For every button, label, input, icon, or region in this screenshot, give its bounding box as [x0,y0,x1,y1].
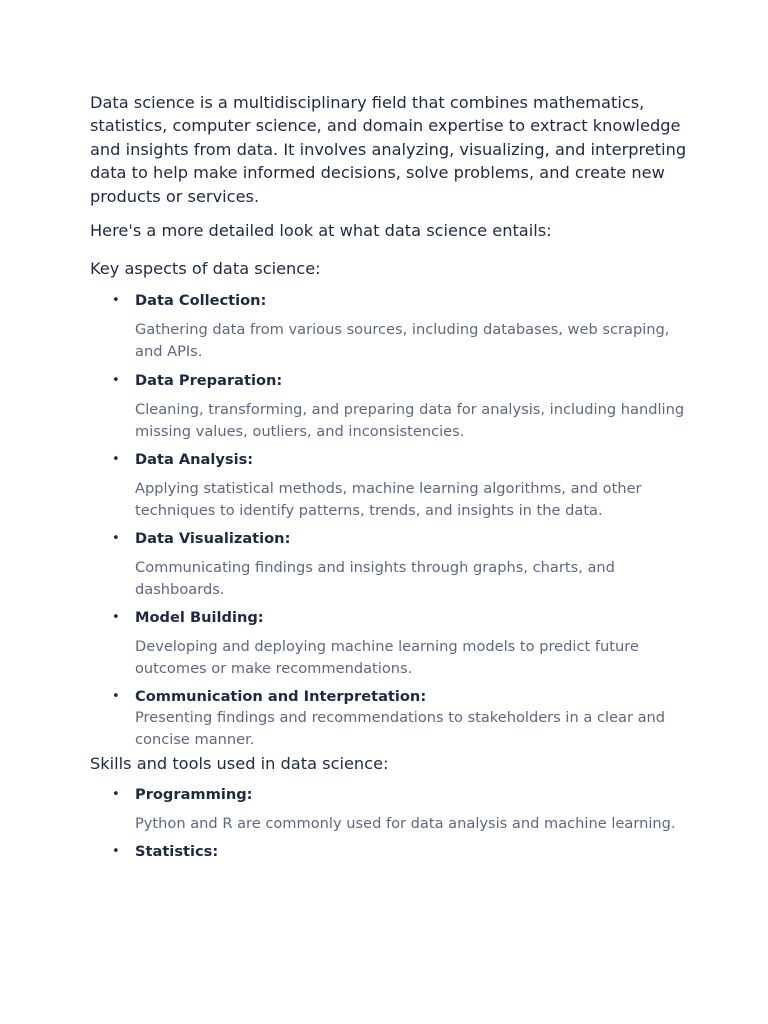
list-item-title: Communication and Interpretation: [135,687,427,705]
bullet-icon: • [112,844,120,860]
bullet-icon: • [112,787,120,803]
detail-lead-text: Here's a more detailed look at what data science entails: [90,221,552,241]
intro-paragraph: Data science is a multidisciplinary field that combines mathematics, statistics, computer science, and domain expertise to extract knowledge and insights from data. It involves analyzing, visualizing, and interpreting data to help make informed decisions, solve problems, and create new products or services. [90,93,687,206]
bullet-icon: • [112,688,120,704]
list-item-title: Model Building: [135,608,264,626]
skills-list [90,785,690,862]
list-item-description: Applying statistical methods, machine learning algorithms, and other techniques to identify patterns, trends, and insights in the data. [135,479,642,519]
list-item-description: Developing and deploying machine learning models to predict future outcomes or make recommendations. [135,637,639,677]
list-item-model-building [90,608,690,680]
bullet-icon: • [112,530,120,546]
list-item-data-preparation [90,371,690,443]
list-item-description: Gathering data from various sources, including databases, web scraping, and APIs. [135,320,670,360]
bullet-icon: • [112,372,120,388]
bullet-icon: • [112,292,120,308]
list-item-title: Programming: [135,786,253,804]
list-item-programming [90,785,690,835]
list-item-data-visualization [90,529,690,601]
list-item-data-analysis [90,450,690,522]
bullet-icon: • [112,451,120,467]
document-content [90,91,690,862]
bullet-icon: • [112,609,120,625]
key-aspects-heading: Key aspects of data science: [90,259,321,279]
list-item-title: Data Collection: [135,291,267,309]
list-item-statistics [90,842,690,862]
list-item-description: Cleaning, transforming, and preparing data for analysis, including handling missing values, outliers, and inconsistencies. [135,400,685,440]
list-item-title: Data Visualization: [135,529,291,547]
skills-heading: Skills and tools used in data science: [90,753,389,773]
key-aspects-list [90,291,690,751]
list-item-communication [90,687,690,751]
list-item-description: Presenting findings and recommendations to stakeholders in a clear and concise manner. [135,708,666,748]
list-item-description: Python and R are commonly used for data analysis and machine learning. [135,815,676,833]
list-item-title: Statistics: [135,843,219,861]
list-item-title: Data Analysis: [135,450,254,468]
list-item-title: Data Preparation: [135,371,283,389]
list-item-data-collection [90,291,690,363]
list-item-description: Communicating findings and insights through graphs, charts, and dashboards. [135,558,615,598]
